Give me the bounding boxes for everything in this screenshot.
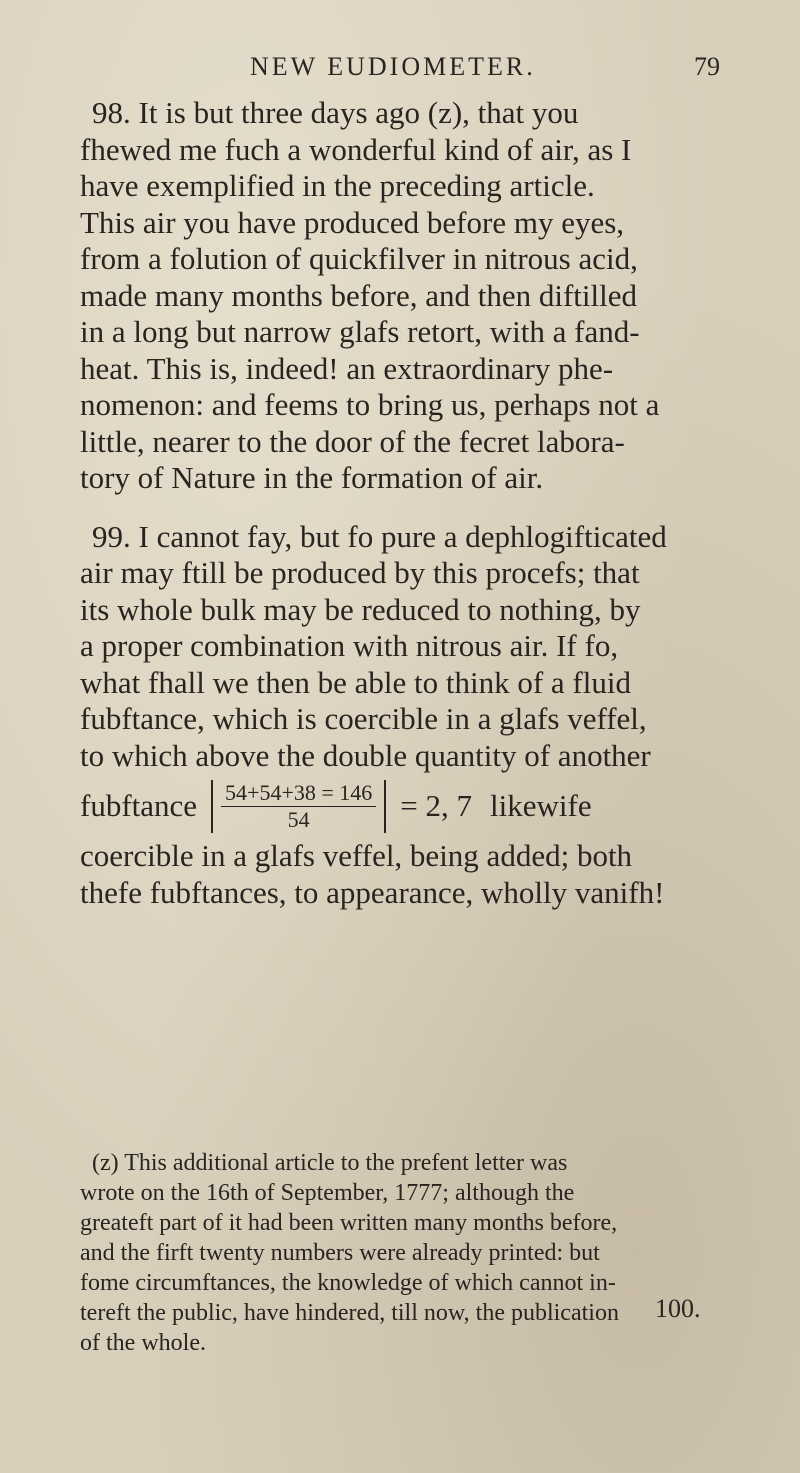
catchword: 100. [655, 1294, 701, 1323]
footnote-line: fome circumftances, the knowledge of which cannot in- [80, 1270, 616, 1296]
paragraph-98-line: 98. It is but three days ago (z), that you [92, 95, 579, 130]
formula-result: = 2, 7 [400, 787, 473, 823]
page-number: 79 [694, 52, 720, 81]
paragraph-98-line: heat. This is, indeed! an extraordinary phe- [80, 350, 614, 386]
running-header [250, 52, 720, 92]
footnote-line: of the whole. [80, 1330, 206, 1356]
paragraph-99-line: air may ftill be produced by this procefs; that [80, 555, 640, 590]
footnote-line: wrote on the 16th of September, 1777; although the [80, 1180, 575, 1206]
paragraph-98-line: This air you have produced before my eyes, [80, 204, 625, 240]
paragraph-99-line: 99. I cannot fay, but fo pure a dephlogifticated [92, 518, 667, 554]
paragraph-98-line: nomenon: and feems to bring us, perhaps not a [80, 387, 660, 422]
paragraph-98-line: little, nearer to the door of the fecret labora- [80, 423, 625, 459]
footnote-line: (z) This additional article to the prefent letter was [92, 1150, 568, 1176]
formula-tail: likewife [490, 787, 592, 823]
paragraph-98-line: in a long but narrow glafs retort, with a fand- [80, 314, 640, 349]
paragraph-98-line: tory of Nature in the formation of air. [80, 460, 544, 495]
footnote [80, 1148, 730, 1358]
formula-fraction [211, 780, 386, 833]
running-title: NEW EUDIOMETER. [250, 52, 536, 81]
footnote-line: greateft part of it had been written many months before, [80, 1210, 618, 1236]
paragraph-98-line: have exemplified in the preceding article. [80, 168, 595, 203]
body-text [80, 95, 730, 911]
paragraph-99-line: to which above the double quantity of another [80, 737, 651, 773]
formula-numerator: 54+54+38 = 146 [221, 780, 376, 807]
paragraph-99-line: thefe fubftances, to appearance, wholly vanifh! [80, 874, 665, 910]
formula-denominator: 54 [287, 806, 310, 832]
paragraph-99-line: what fhall we then be able to think of a fluid [80, 664, 631, 700]
paragraph-99-line: coercible in a glafs veffel, being added; both [80, 838, 633, 873]
paragraph-99-line: a proper combination with nitrous air. If fo, [80, 628, 619, 663]
paragraph-98-line: from a folution of quickfilver in nitrous acid, [80, 241, 638, 276]
paragraph-99-line: fubftance, which is coercible in a glafs veffel, [80, 701, 647, 736]
paragraph-99-line: its whole bulk may be reduced to nothing, by [80, 591, 641, 627]
footnote-line: tereft the public, have hindered, till now, the publication [80, 1300, 619, 1326]
formula-lead: fubftance [80, 787, 198, 823]
paragraph-98-line: fhewed me fuch a wonderful kind of air, as I [80, 131, 632, 167]
paragraph-98-line: made many months before, and then diftilled [80, 277, 637, 313]
footnote-line: and the firft twenty numbers were already printed: but [80, 1240, 600, 1266]
formula-line [80, 774, 730, 838]
